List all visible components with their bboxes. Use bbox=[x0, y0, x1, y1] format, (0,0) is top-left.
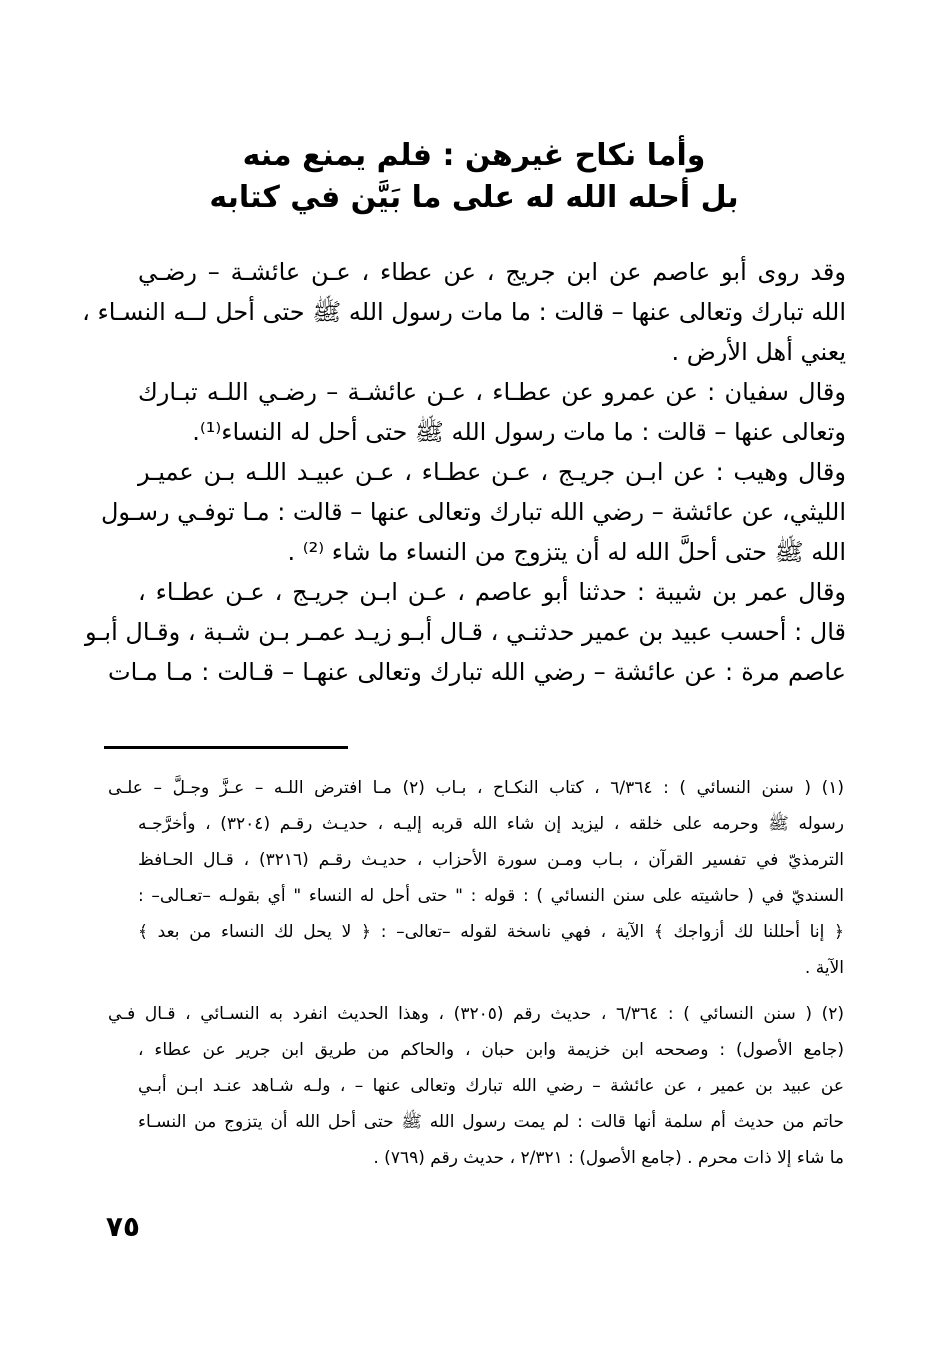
body-line: الله ﷺ حتى أحلَّ الله له أن يتزوج من النساء ما شاء ⁽²⁾ . bbox=[287, 538, 846, 566]
body-line: الليثي، عن عائشة – رضي الله تبارك وتعالى عنها – قالت : مـا توفـي رسـول bbox=[100, 498, 846, 526]
chapter-title-line-2: بل أحله الله له على ما بَيَّن في كتابه bbox=[209, 180, 739, 215]
chapter-title-line-1: وأما نكاح غيرهن : فلم يمنع منه bbox=[242, 138, 706, 173]
body-line: وقد روى أبو عاصم عن ابن جريج ، عن عطاء ، عـن عائشـة – رضـي bbox=[138, 258, 846, 286]
body-line: وقال سفيان : عن عمرو عن عطـاء ، عـن عائشـة – رضـي اللـه تبـارك bbox=[138, 378, 846, 406]
page-number: ٧٥ bbox=[105, 1210, 140, 1243]
body-line: وقال وهيب : عن ابـن جريـج ، عـن عطـاء ، عـن عبيـد اللـه بـن عميـر bbox=[138, 458, 846, 486]
body-line: عاصم مرة : عن عائشة – رضي الله تبارك وتعالى عنهـا – قـالت : مـا مـات bbox=[108, 658, 846, 686]
footnote-line: رسوله ﷺ وحرمه على خلقه ، ليزيد إن شاء الله قربه إليـه ، حديـث رقـم (٣٢٠٤) ، وأخرَّجـه bbox=[138, 814, 844, 834]
body-line: الله تبارك وتعالى عنها – قالت : ما مات رسول الله ﷺ حتى أحل لــه النسـاء ، bbox=[82, 298, 846, 326]
footnote-line: ما شاء إلا ذات محرم . (جامع الأصول) : ٢/٣٢١ ، حديث رقم (٧٦٩) . bbox=[373, 1148, 844, 1168]
footnote-line: حاتم من حديث أم سلمة أنها قالت : لم يمت رسول الله ﷺ حتى أحل الله أن يتزوج من النسـاء bbox=[138, 1112, 844, 1132]
footnote-line: السنديّ في ( حاشيته على سنن النسائي ) : قوله : " حتى أحل له النساء " أي بقولـه –تعـالى– : bbox=[138, 886, 844, 906]
footnote-line: (٢) ( سنن النسائي ) : ٦/٣٦٤ ، حديث رقم (٣٢٠٥) ، وهذا الحديث انفرد به النسـائي ، قـال فـي bbox=[108, 1004, 844, 1024]
body-line: قال : أحسب عبيد بن عمير حدثنـي ، قـال أبـو زيـد عمـر بـن شـبة ، وقـال أبـو bbox=[84, 618, 846, 646]
body-line: وقال عمر بن شيبة : حدثنا أبو عاصم ، عـن ابـن جريـج ، عـن عطـاء ، bbox=[138, 578, 846, 606]
footnote-line: ﴿ إنا أحللنا لك أزواجك ﴾ الآية ، فهي ناسخة لقوله –تعالى– : ﴿ لا يحل لك النساء من بعد ﴾ bbox=[138, 922, 844, 942]
footnote-line: الآية . bbox=[804, 958, 844, 978]
footnote-line: الترمذيّ في تفسير القرآن ، بـاب ومـن سورة الأحزاب ، حديـث رقـم (٣٢١٦) ، قـال الحـافظ bbox=[138, 850, 844, 870]
footnote-line: عن عبيد بن عمير ، عن عائشة – رضي الله تبارك وتعالى عنها – ، ولـه شـاهد عنـد ابـن أبـي bbox=[138, 1076, 844, 1096]
body-line: وتعالى عنها – قالت : ما مات رسول الله ﷺ حتى أحل له النساء⁽¹⁾. bbox=[192, 418, 846, 446]
body-line: يعني أهل الأرض . bbox=[671, 338, 846, 366]
footnote-line: (١) ( سنن النسائي ) : ٦/٣٦٤ ، كتاب النكـاح ، بـاب (٢) مـا افترض اللـه – عـزَّ وجـلَّ – علـى bbox=[108, 778, 844, 798]
footnote-line: (جامع الأصول) : وصححه ابن خزيمة وابن حبان ، والحاكم من طريق ابن جرير عن عطاء ، bbox=[138, 1040, 844, 1060]
footnote-separator bbox=[104, 746, 348, 749]
